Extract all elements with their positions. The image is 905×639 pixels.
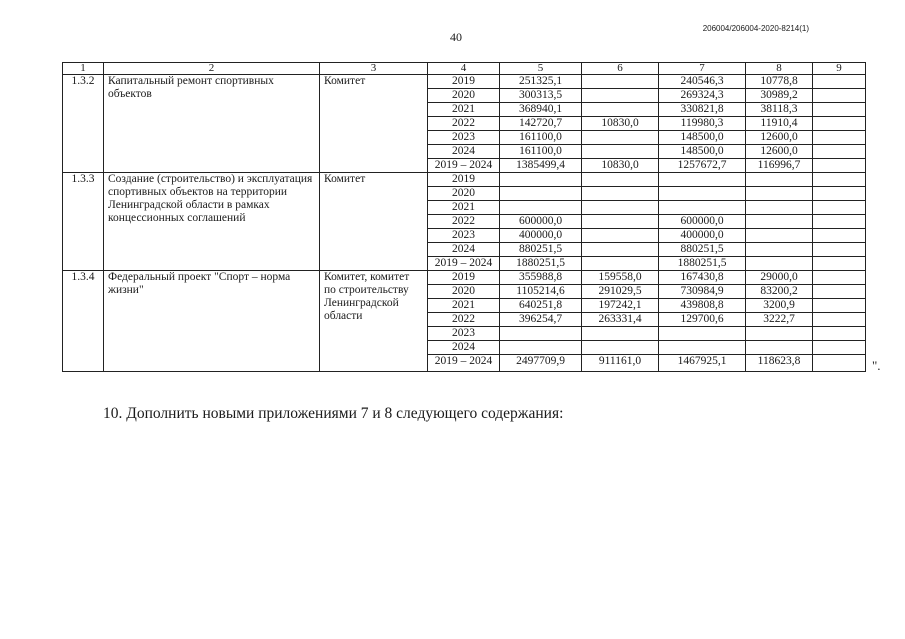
value-cell (582, 201, 659, 215)
column-header: 5 (500, 63, 582, 75)
year-cell: 2023 (428, 327, 500, 341)
value-cell (813, 271, 866, 285)
value-cell: 10778,8 (746, 75, 813, 89)
year-cell: 2019 – 2024 (428, 257, 500, 271)
value-cell: 300313,5 (500, 89, 582, 103)
year-cell: 2024 (428, 341, 500, 355)
value-cell (582, 327, 659, 341)
value-cell: 911161,0 (582, 355, 659, 372)
value-cell: 330821,8 (659, 103, 746, 117)
value-cell: 400000,0 (659, 229, 746, 243)
value-cell: 439808,8 (659, 299, 746, 313)
column-header: 6 (582, 63, 659, 75)
value-cell: 240546,3 (659, 75, 746, 89)
value-cell: 1880251,5 (659, 257, 746, 271)
column-header: 3 (320, 63, 428, 75)
year-cell: 2020 (428, 89, 500, 103)
column-header: 9 (813, 63, 866, 75)
column-header: 4 (428, 63, 500, 75)
value-cell: 251325,1 (500, 75, 582, 89)
year-cell: 2024 (428, 243, 500, 257)
value-cell: 11910,4 (746, 117, 813, 131)
value-cell (813, 285, 866, 299)
value-cell: 600000,0 (500, 215, 582, 229)
value-cell: 161100,0 (500, 131, 582, 145)
value-cell: 880251,5 (500, 243, 582, 257)
value-cell (582, 89, 659, 103)
year-cell: 2020 (428, 187, 500, 201)
value-cell (813, 341, 866, 355)
year-cell: 2019 (428, 173, 500, 187)
value-cell (813, 75, 866, 89)
value-cell: 116996,7 (746, 159, 813, 173)
value-cell (659, 327, 746, 341)
section-code: 1.3.2 (63, 75, 104, 173)
value-cell: 119980,3 (659, 117, 746, 131)
value-cell (746, 243, 813, 257)
year-cell: 2024 (428, 145, 500, 159)
value-cell (813, 299, 866, 313)
section-executor: Комитет (320, 173, 428, 271)
year-cell: 2019 (428, 75, 500, 89)
value-cell (659, 173, 746, 187)
value-cell (582, 341, 659, 355)
value-cell: 730984,9 (659, 285, 746, 299)
value-cell (500, 327, 582, 341)
value-cell (582, 257, 659, 271)
value-cell: 159558,0 (582, 271, 659, 285)
value-cell: 1880251,5 (500, 257, 582, 271)
value-cell (746, 187, 813, 201)
value-cell: 148500,0 (659, 145, 746, 159)
value-cell (659, 201, 746, 215)
value-cell: 142720,7 (500, 117, 582, 131)
section-code: 1.3.3 (63, 173, 104, 271)
year-cell: 2023 (428, 229, 500, 243)
value-cell (813, 173, 866, 187)
value-cell: 291029,5 (582, 285, 659, 299)
table-row (63, 271, 866, 285)
column-header: 7 (659, 63, 746, 75)
section-code: 1.3.4 (63, 271, 104, 372)
value-cell (813, 355, 866, 372)
section-name: Создание (строительство) и эксплуатация спортивных объектов на территории Ленинградской области в рамках концессионных соглашений (104, 173, 320, 271)
value-cell (582, 131, 659, 145)
column-header: 1 (63, 63, 104, 75)
value-cell (746, 327, 813, 341)
section-name: Федеральный проект "Спорт – норма жизни" (104, 271, 320, 372)
value-cell: 118623,8 (746, 355, 813, 372)
value-cell (813, 89, 866, 103)
value-cell (746, 229, 813, 243)
value-cell (582, 243, 659, 257)
value-cell (813, 145, 866, 159)
value-cell: 600000,0 (659, 215, 746, 229)
value-cell (500, 173, 582, 187)
year-cell: 2021 (428, 103, 500, 117)
page-number: 40 (450, 30, 462, 44)
value-cell: 30989,2 (746, 89, 813, 103)
year-cell: 2019 (428, 271, 500, 285)
year-cell: 2022 (428, 313, 500, 327)
value-cell (746, 257, 813, 271)
year-cell: 2021 (428, 299, 500, 313)
value-cell (813, 327, 866, 341)
value-cell: 1467925,1 (659, 355, 746, 372)
value-cell: 1105214,6 (500, 285, 582, 299)
value-cell: 1257672,7 (659, 159, 746, 173)
table-row (63, 173, 866, 187)
section-executor: Комитет (320, 75, 428, 173)
value-cell: 10830,0 (582, 117, 659, 131)
column-header: 8 (746, 63, 813, 75)
closing-quote-mark: ". (872, 358, 881, 373)
value-cell: 1385499,4 (500, 159, 582, 173)
year-cell: 2019 – 2024 (428, 355, 500, 372)
value-cell (500, 341, 582, 355)
value-cell (582, 229, 659, 243)
value-cell: 355988,8 (500, 271, 582, 285)
value-cell: 83200,2 (746, 285, 813, 299)
year-cell: 2022 (428, 117, 500, 131)
value-cell (813, 159, 866, 173)
value-cell (582, 187, 659, 201)
value-cell (813, 257, 866, 271)
value-cell: 12600,0 (746, 131, 813, 145)
table-row (63, 75, 866, 89)
value-cell (813, 131, 866, 145)
header-row (63, 63, 866, 75)
year-cell: 2022 (428, 215, 500, 229)
value-cell: 3222,7 (746, 313, 813, 327)
value-cell: 400000,0 (500, 229, 582, 243)
value-cell (582, 145, 659, 159)
value-cell (813, 187, 866, 201)
section-name: Капитальный ремонт спортивных объектов (104, 75, 320, 173)
value-cell (813, 201, 866, 215)
value-cell: 148500,0 (659, 131, 746, 145)
value-cell (582, 173, 659, 187)
value-cell: 10830,0 (582, 159, 659, 173)
value-cell (659, 341, 746, 355)
value-cell: 2497709,9 (500, 355, 582, 372)
value-cell (813, 117, 866, 131)
year-cell: 2023 (428, 131, 500, 145)
value-cell (500, 187, 582, 201)
value-cell: 129700,6 (659, 313, 746, 327)
value-cell: 640251,8 (500, 299, 582, 313)
value-cell: 269324,3 (659, 89, 746, 103)
value-cell (746, 201, 813, 215)
value-cell: 29000,0 (746, 271, 813, 285)
value-cell: 880251,5 (659, 243, 746, 257)
value-cell: 368940,1 (500, 103, 582, 117)
instruction-paragraph: 10. Дополнить новыми приложениями 7 и 8 следующего содержания: (103, 405, 564, 422)
value-cell: 12600,0 (746, 145, 813, 159)
value-cell: 38118,3 (746, 103, 813, 117)
value-cell (746, 173, 813, 187)
value-cell (746, 341, 813, 355)
value-cell (582, 103, 659, 117)
value-cell (813, 229, 866, 243)
year-cell: 2019 – 2024 (428, 159, 500, 173)
value-cell: 263331,4 (582, 313, 659, 327)
value-cell (582, 75, 659, 89)
value-cell (813, 215, 866, 229)
value-cell: 396254,7 (500, 313, 582, 327)
section-executor: Комитет, комитет по строительству Ленинградской области (320, 271, 428, 372)
value-cell: 161100,0 (500, 145, 582, 159)
value-cell (659, 187, 746, 201)
value-cell (582, 215, 659, 229)
value-cell (813, 103, 866, 117)
value-cell: 167430,8 (659, 271, 746, 285)
value-cell (746, 215, 813, 229)
year-cell: 2020 (428, 285, 500, 299)
year-cell: 2021 (428, 201, 500, 215)
value-cell: 3200,9 (746, 299, 813, 313)
value-cell (500, 201, 582, 215)
value-cell: 197242,1 (582, 299, 659, 313)
column-header: 2 (104, 63, 320, 75)
value-cell (813, 243, 866, 257)
value-cell (813, 313, 866, 327)
document-id: 206004/206004-2020-8214(1) (702, 24, 809, 33)
budget-table (62, 62, 866, 372)
